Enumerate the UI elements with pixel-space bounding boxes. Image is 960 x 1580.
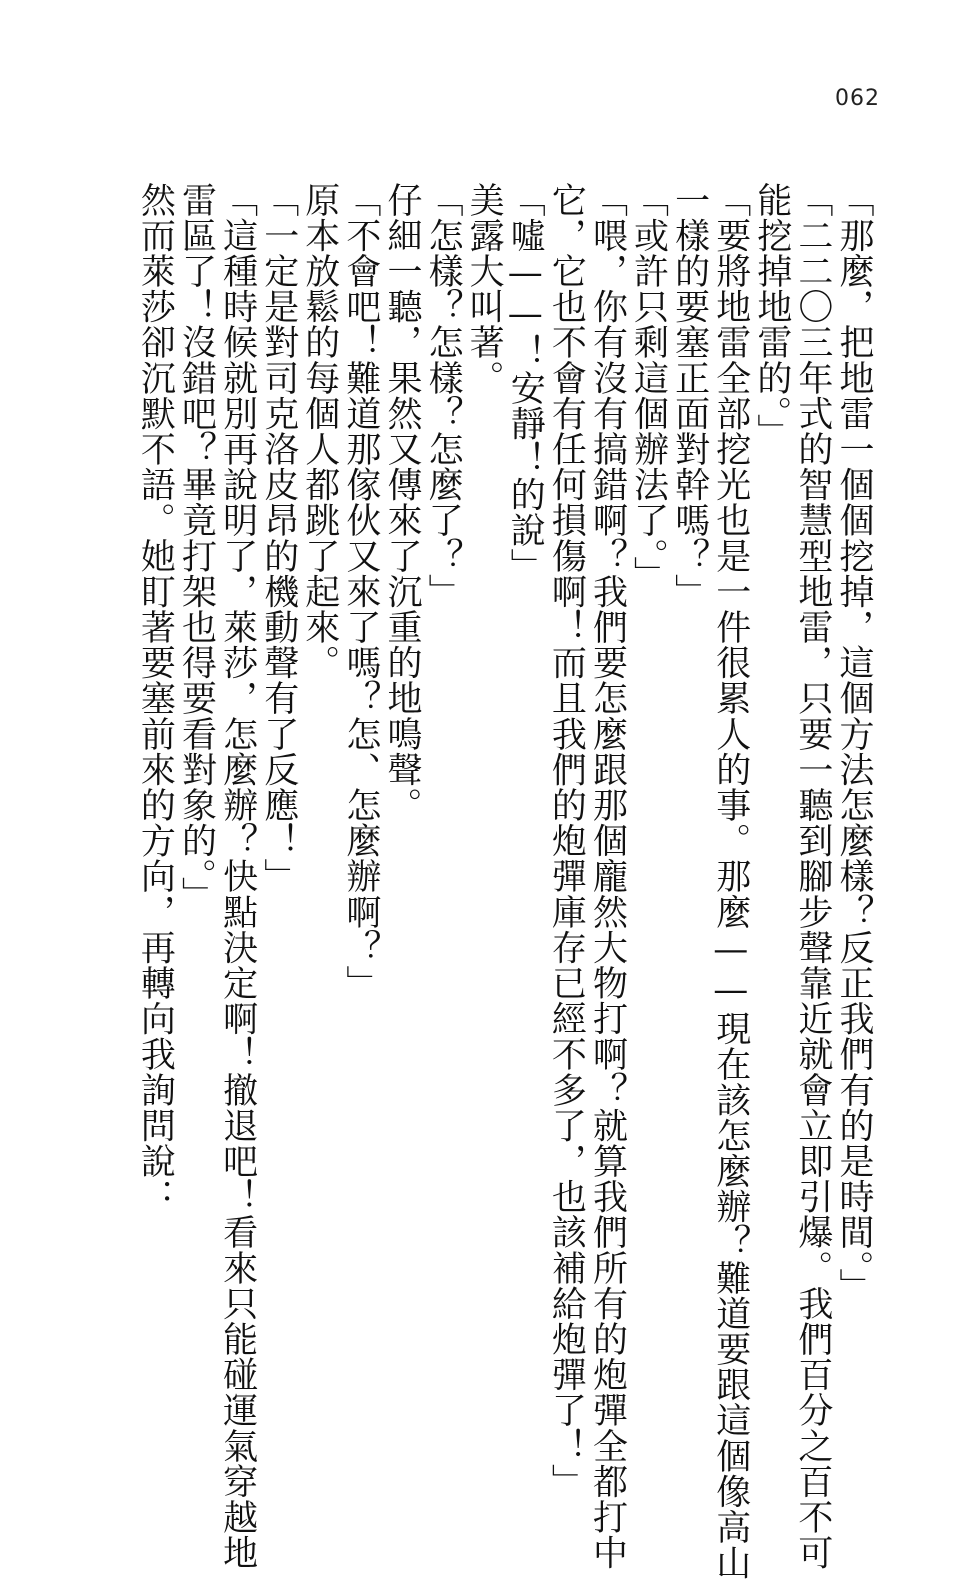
text-line: 仔細一聽，果然又傳來了沉重的地鳴聲。 (381, 182, 422, 823)
text-line: 「這種時候就別再說明了，萊莎，怎麼辦？快點決定啊！撤退吧！看來只能碰運氣穿越地 (217, 182, 258, 1571)
text-line: 它，它也不會有任何損傷啊！而且我們的炮彈庫存已經不多了，也該補給炮彈了！」 (546, 182, 587, 1500)
text-line: 「怎樣？怎樣？怎麼了？」 (423, 182, 464, 610)
text-line: 「一定是對司克洛皮昂的機動聲有了反應！」 (258, 182, 299, 894)
vertical-text-body (134, 182, 874, 1580)
text-line: 「或許只剩這個辦法了。」 (628, 182, 669, 592)
text-line: 美露大叫著。 (464, 182, 505, 396)
text-line: 「喂，你有沒有搞錯啊？我們要怎麼跟那個龐然大物打啊？就算我們所有的炮彈全都打中 (587, 182, 628, 1571)
text-line: 「不會吧！難道那傢伙又來了嗎？怎、怎麼辦啊？」 (340, 182, 381, 1001)
text-line: 「噓——！安靜！的說」 (505, 182, 546, 584)
text-line: 能挖掉地雷的。」 (751, 182, 792, 450)
page-number: 062 (835, 86, 880, 111)
text-line: 雷區了！沒錯吧？畢竟打架也得要看對象的。」 (176, 182, 217, 913)
text-line: 原本放鬆的每個人都跳了起來。 (299, 182, 340, 681)
text-line: 「要將地雷全部挖光也是一件很累人的事。那麼——現在該怎麼辦？難道要跟這個像高山 (710, 182, 751, 1580)
text-line: 然而萊莎卻沉默不語。她盯著要塞前來的方向，再轉向我詢問說： (135, 182, 176, 1215)
text-line: 一樣的要塞正面對幹嗎？」 (669, 182, 710, 610)
text-line: 「二二〇三年式的智慧型地雷，只要一聽到腳步聲靠近就會立即引爆。我們百分之百不可 (792, 182, 833, 1571)
text-line: 「那麼，把地雷一個個挖掉，這個方法怎麼樣？反正我們有的是時間。」 (834, 182, 874, 1304)
